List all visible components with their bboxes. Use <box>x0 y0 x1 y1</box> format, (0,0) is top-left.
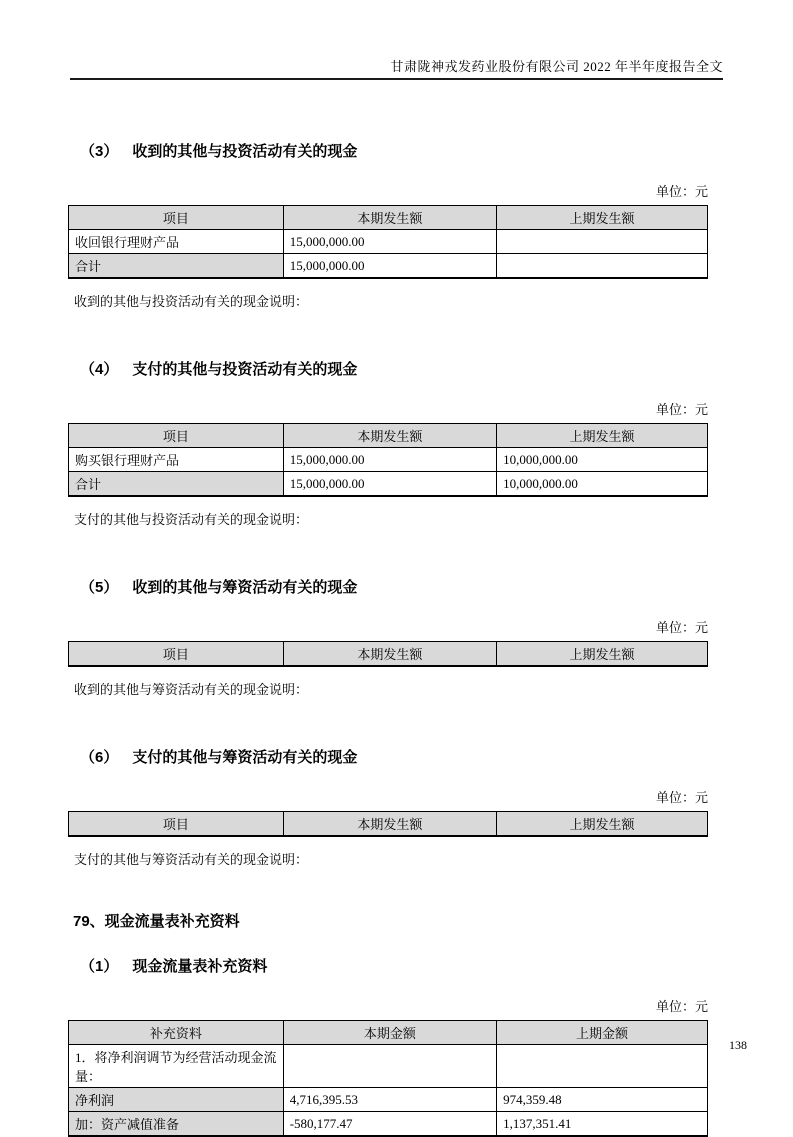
col-header-current: 本期发生额 <box>283 812 496 837</box>
row-previous-value <box>497 230 708 254</box>
section-6-title <box>68 746 708 767</box>
row-label: 加：资产减值准备 <box>69 1112 284 1137</box>
row-label: 合计 <box>69 472 284 497</box>
col-header-previous: 上期发生额 <box>497 812 708 837</box>
table-row-group <box>69 1045 708 1088</box>
col-header-current: 本期金额 <box>283 1021 496 1045</box>
section-4-number: （4） <box>80 361 119 378</box>
row-current-value: -580,177.47 <box>283 1112 496 1137</box>
table-header-row <box>69 812 708 837</box>
row-current-value: 15,000,000.00 <box>283 254 496 279</box>
other-financing-paid-table <box>68 811 708 837</box>
unit-label: 单位：元 <box>655 620 708 635</box>
col-header-current: 本期发生额 <box>283 206 496 230</box>
col-header-item: 项目 <box>69 812 284 837</box>
row-label: 净利润 <box>69 1088 284 1112</box>
table-row-total <box>69 472 708 497</box>
unit-label: 单位：元 <box>655 184 708 199</box>
supplement-heading: 79、现金流量表补充资料 <box>73 913 240 930</box>
col-header-item: 项目 <box>69 206 284 230</box>
section-6-number: （6） <box>80 749 119 766</box>
other-financing-received-table <box>68 641 708 667</box>
row-previous-value: 10,000,000.00 <box>497 448 708 472</box>
unit-label: 单位：元 <box>655 790 708 805</box>
col-header-item: 项目 <box>69 642 284 667</box>
row-current-value: 4,716,395.53 <box>283 1088 496 1112</box>
col-header-item: 补充资料 <box>69 1021 284 1045</box>
table-row <box>69 448 708 472</box>
col-header-current: 本期发生额 <box>283 642 496 667</box>
col-header-previous: 上期发生额 <box>497 642 708 667</box>
row-current-value: 15,000,000.00 <box>283 472 496 497</box>
section-4-title-text: 支付的其他与投资活动有关的现金 <box>132 361 358 378</box>
table-header-row <box>69 424 708 448</box>
row-current-value: 15,000,000.00 <box>283 448 496 472</box>
unit-label: 单位：元 <box>655 999 708 1014</box>
row-previous-value <box>497 254 708 279</box>
document-header-title: 甘肃陇神戎发药业股份有限公司 2022 年半年度报告全文 <box>390 59 723 74</box>
other-investing-paid-table <box>68 423 708 497</box>
document-header <box>70 0 723 80</box>
section-5-number: （5） <box>80 579 119 596</box>
page-content <box>68 140 708 1137</box>
row-current-value <box>283 1045 496 1088</box>
row-previous-value: 1,137,351.41 <box>497 1112 708 1137</box>
col-header-previous: 上期发生额 <box>497 206 708 230</box>
section-4-title <box>68 358 708 379</box>
unit-label: 单位：元 <box>655 402 708 417</box>
table-row <box>69 1112 708 1137</box>
row-label: 1．将净利润调节为经营活动现金流量： <box>69 1045 284 1088</box>
row-label: 购买银行理财产品 <box>69 448 284 472</box>
section-3-number: （3） <box>80 143 119 160</box>
supplement-sub-title-text: 现金流量表补充资料 <box>132 958 268 975</box>
page-number: 138 <box>729 1038 747 1052</box>
row-previous-value: 974,359.48 <box>497 1088 708 1112</box>
section-5-note: 收到的其他与筹资活动有关的现金说明： <box>74 682 309 697</box>
supplement-sub-number: （1） <box>80 958 119 975</box>
table-header-row <box>69 1021 708 1045</box>
row-label: 合计 <box>69 254 284 279</box>
section-6-note: 支付的其他与筹资活动有关的现金说明： <box>74 852 309 867</box>
col-header-previous: 上期发生额 <box>497 424 708 448</box>
table-row <box>69 230 708 254</box>
table-row <box>69 1088 708 1112</box>
row-label: 收回银行理财产品 <box>69 230 284 254</box>
section-3-title <box>68 140 708 161</box>
section-3-title-text: 收到的其他与投资活动有关的现金 <box>132 143 358 160</box>
cash-flow-supplement-table <box>68 1020 708 1137</box>
col-header-current: 本期发生额 <box>283 424 496 448</box>
col-header-previous: 上期金额 <box>497 1021 708 1045</box>
table-header-row <box>69 206 708 230</box>
table-row-total <box>69 254 708 279</box>
supplement-sub-heading <box>68 955 708 976</box>
table-header-row <box>69 642 708 667</box>
other-investing-received-table <box>68 205 708 279</box>
section-4-note: 支付的其他与投资活动有关的现金说明： <box>74 512 309 527</box>
row-current-value: 15,000,000.00 <box>283 230 496 254</box>
row-previous-value: 10,000,000.00 <box>497 472 708 497</box>
col-header-item: 项目 <box>69 424 284 448</box>
section-5-title-text: 收到的其他与筹资活动有关的现金 <box>132 579 358 596</box>
section-6-title-text: 支付的其他与筹资活动有关的现金 <box>132 749 358 766</box>
row-previous-value <box>497 1045 708 1088</box>
section-5-title <box>68 576 708 597</box>
section-3-note: 收到的其他与投资活动有关的现金说明： <box>74 294 309 309</box>
